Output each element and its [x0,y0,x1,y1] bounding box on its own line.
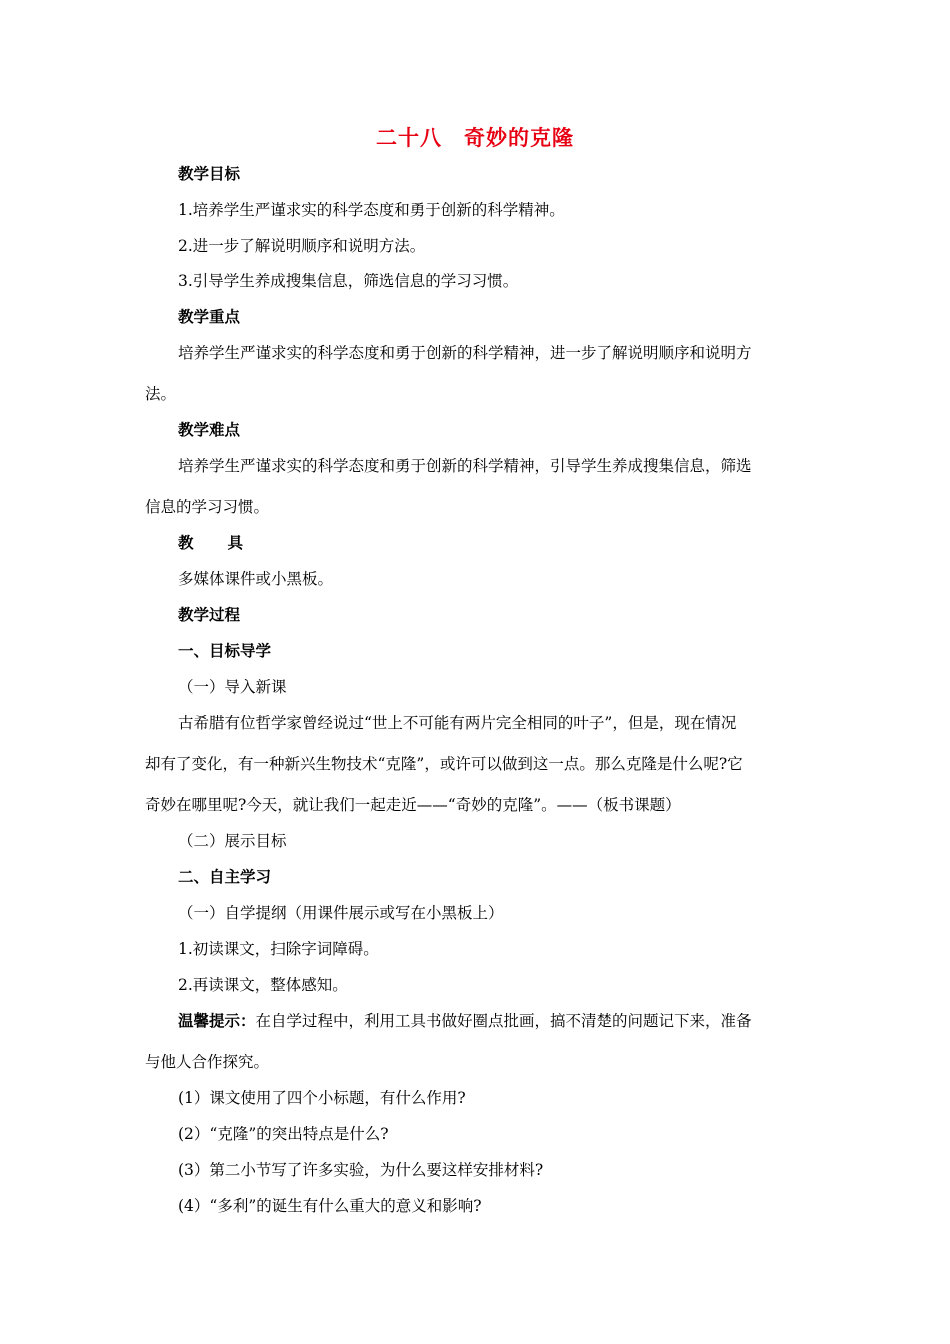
question-4: (4）“多利”的诞生有什么重大的意义和影响? [178,1197,482,1215]
part2-item-2: 2.再读课文，整体感知。 [178,976,348,994]
objective-item-2: 2.进一步了解说明顺序和说明方法。 [178,237,426,255]
document-title: 二十八 奇妙的克隆 [376,126,574,150]
objectives-heading: 教学目标 [178,165,241,183]
difficulties-line-1: 培养学生严谨求实的科学态度和勇于创新的科学精神，引导学生养成搜集信息，筛选 [178,457,752,475]
tip-label: 温馨提示： [178,1012,256,1030]
tools-heading [178,533,243,553]
question-1: (1）课文使用了四个小标题，有什么作用? [178,1089,466,1107]
part1-sub1: （一）导入新课 [178,678,287,696]
tip-line-2: 与他人合作探究。 [145,1053,270,1071]
tip-line-1 [178,1011,752,1031]
objective-item-3: 3.引导学生养成搜集信息，筛选信息的学习习惯。 [178,272,519,290]
tools-heading-char-1: 教 [178,534,194,552]
tip-text: 在自学过程中，利用工具书做好圈点批画，搞不清楚的问题记下来，准备 [255,1012,752,1030]
part1-heading: 一、目标导学 [178,642,272,660]
part1-sub2: （二）展示目标 [178,832,287,850]
difficulties-heading: 教学难点 [178,421,241,439]
intro-paragraph-line-3: 奇妙在哪里呢?今天，就让我们一起走近——“奇妙的克隆”。——（板书课题） [145,796,681,814]
process-heading: 教学过程 [178,606,241,624]
part2-item-1: 1.初读课文，扫除字词障碍。 [178,940,379,958]
objective-item-1: 1.培养学生严谨求实的科学态度和勇于创新的科学精神。 [178,201,565,219]
intro-paragraph-line-1: 古希腊有位哲学家曾经说过“世上不可能有两片完全相同的叶子”，但是，现在情况 [178,714,737,732]
key-points-line-2: 法。 [145,385,177,403]
part2-heading: 二、自主学习 [178,868,272,886]
question-3: (3）第二小节写了许多实验，为什么要这样安排材料? [178,1161,544,1179]
question-2: (2）“克隆”的突出特点是什么? [178,1125,389,1143]
tools-heading-char-2: 具 [227,534,244,552]
key-points-heading: 教学重点 [178,308,241,326]
key-points-line-1: 培养学生严谨求实的科学态度和勇于创新的科学精神，进一步了解说明顺序和说明方 [178,344,752,362]
intro-paragraph-line-2: 却有了变化，有一种新兴生物技术“克隆”，或许可以做到这一点。那么克隆是什么呢?它 [145,755,743,773]
part2-sub1: （一）自学提纲（用课件展示或写在小黑板上） [178,904,504,922]
difficulties-line-2: 信息的学习习惯。 [145,498,270,516]
tools-text: 多媒体课件或小黑板。 [178,570,334,588]
